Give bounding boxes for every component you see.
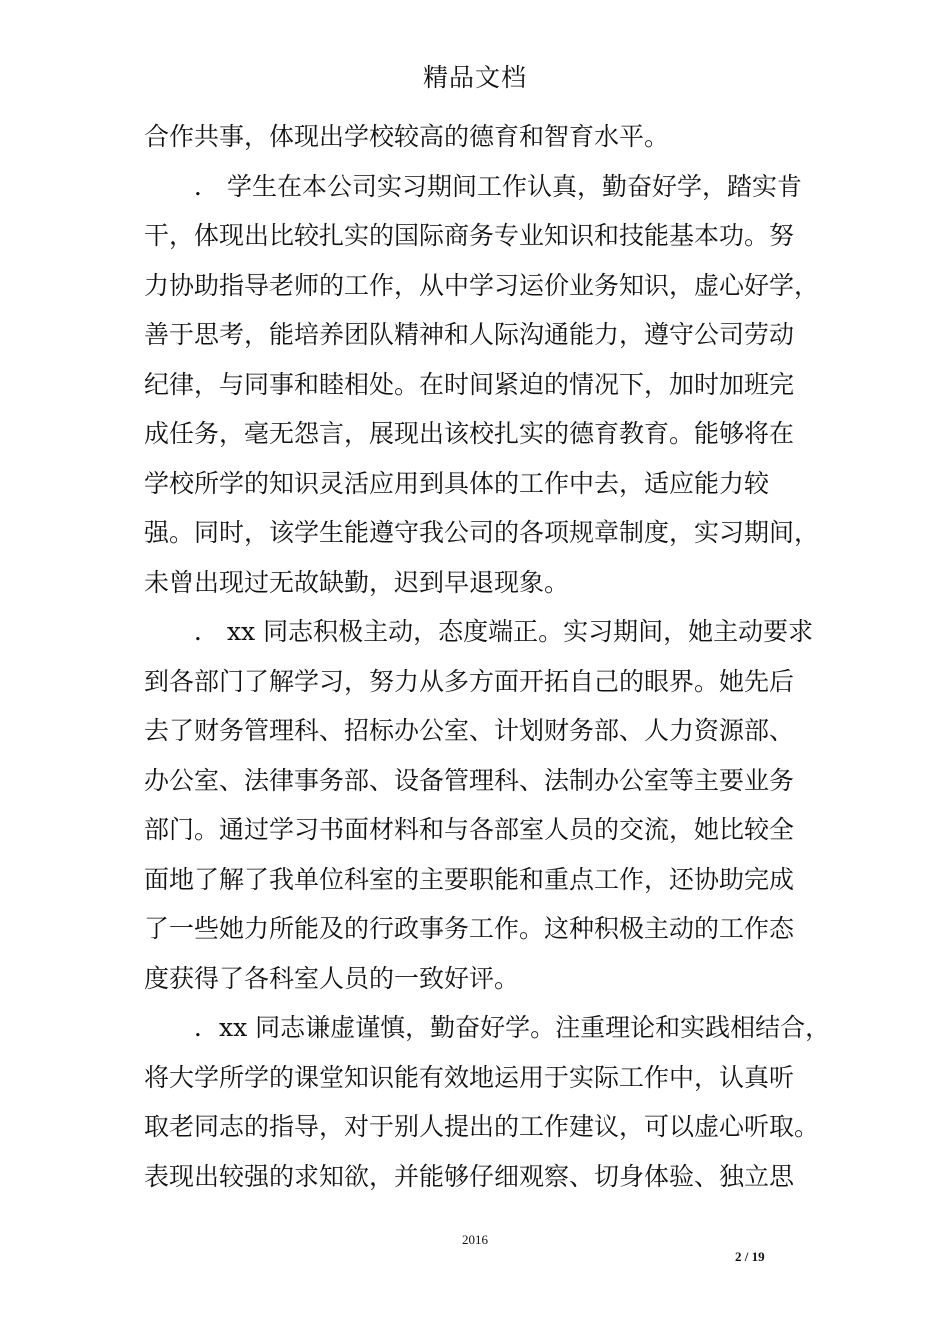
text-line: 将大学所学的课堂知识能有效地运用于实际工作中，认真听 — [144, 1062, 795, 1092]
text-line: ．xx 同志谦虚谨慎，勤奋好学。注重理论和实践相结合， — [194, 1013, 831, 1042]
text-line: 学校所学的知识灵活应用到具体的工作中去，适应能力较 — [144, 468, 770, 498]
text-line: 表现出较强的求知欲，并能够仔细观察、切身体验、独立思 — [144, 1161, 795, 1191]
page-number: 2 / 19 — [735, 1249, 765, 1264]
text-line: 纪律，与同事和睦相处。在时间紧迫的情况下，加时加班完 — [144, 369, 795, 399]
page-header-title: 精品文档 — [422, 63, 527, 92]
text-line: 去了财务管理科、招标办公室、计划财务部、人力资源部、 — [144, 716, 795, 745]
text-line: 干，体现出比较扎实的国际商务专业知识和技能基本功。努 — [144, 221, 795, 250]
text-line: 到各部门了解学习，努力从多方面开拓自己的眼界。她先后 — [144, 666, 795, 696]
text-line: 了一些她力所能及的行政事务工作。这种积极主动的工作态 — [144, 914, 795, 943]
text-line: ． 学生在本公司实习期间工作认真，勤奋好学，踏实肯 — [194, 171, 802, 201]
text-line: 未曾出现过无故缺勤，迟到早退现象。 — [144, 567, 570, 597]
text-line: 成任务，毫无怨言，展现出该校扎实的德育教育。能够将在 — [144, 419, 795, 448]
text-line: 合作共事，体现出学校较高的德育和智育水平。 — [144, 122, 670, 151]
footer-year: 2016 — [462, 1232, 488, 1247]
document-body — [144, 112, 831, 1201]
text-line: 部门。通过学习书面材料和与各部室人员的交流，她比较全 — [144, 815, 795, 844]
text-line: 度获得了各科室人员的一致好评。 — [144, 963, 520, 993]
text-line: ． xx 同志积极主动，态度端正。实习期间，她主动要求 — [194, 617, 814, 646]
text-line: 办公室、法律事务部、设备管理科、法制办公室等主要业务 — [144, 765, 795, 795]
text-line: 取老同志的指导，对于别人提出的工作建议，可以虚心听取。 — [144, 1112, 820, 1141]
text-line: 善于思考，能培养团队精神和人际沟通能力，遵守公司劳动 — [144, 320, 795, 349]
text-line: 面地了解了我单位科室的主要职能和重点工作，还协助完成 — [144, 864, 795, 894]
text-line: 力协助指导老师的工作，从中学习运价业务知识，虚心好学， — [144, 270, 820, 300]
text-line: 强。同时，该学生能遵守我公司的各项规章制度，实习期间， — [144, 518, 820, 547]
